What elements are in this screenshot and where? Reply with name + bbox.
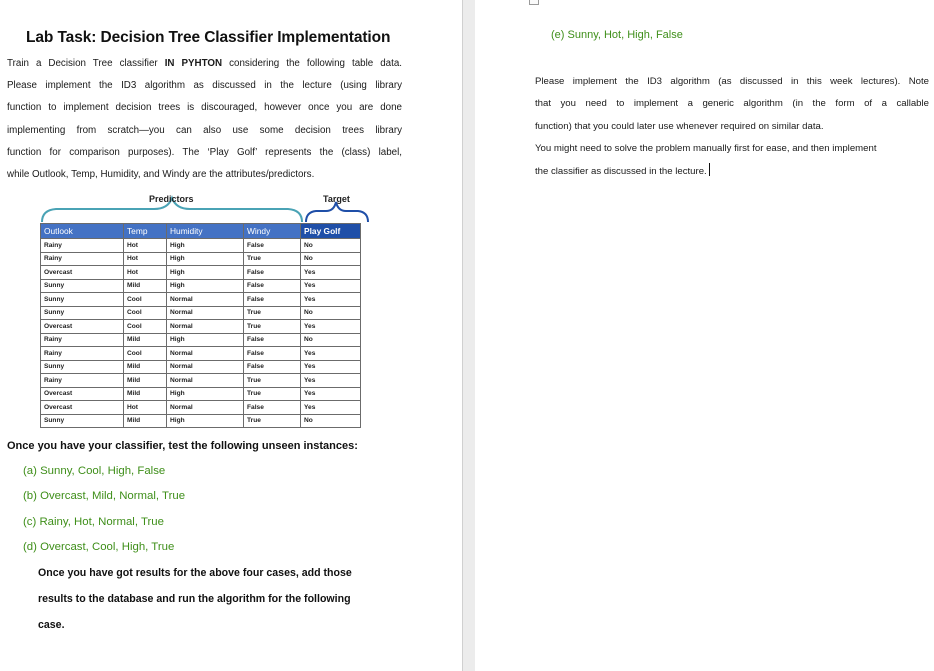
- cell-temp: Mild: [124, 360, 167, 374]
- cell-play-golf: Yes: [301, 374, 361, 388]
- cell-windy: False: [244, 360, 301, 374]
- table-row: [41, 401, 361, 415]
- table-row: [41, 293, 361, 307]
- python-emphasis: IN PYHTON: [164, 58, 223, 69]
- notes-line-3: function) that you could later use whenever required on similar data.: [535, 120, 824, 132]
- test-case-e: (e) Sunny, Hot, High, False: [551, 29, 683, 41]
- cell-play-golf: Yes: [301, 401, 361, 415]
- cell-play-golf: Yes: [301, 279, 361, 293]
- cell-humidity: High: [167, 266, 244, 280]
- play-golf-table: [40, 223, 361, 428]
- followup-line-2: results to the database and run the algorithm for the following: [38, 592, 351, 605]
- target-label: Target: [323, 194, 350, 204]
- cell-windy: False: [244, 293, 301, 307]
- followup-instructions: [38, 561, 408, 638]
- cell-temp: Mild: [124, 414, 167, 428]
- cell-play-golf: Yes: [301, 347, 361, 361]
- cell-outlook: Sunny: [41, 414, 124, 428]
- table-header-row: [41, 224, 361, 239]
- cell-windy: False: [244, 333, 301, 347]
- cell-humidity: High: [167, 414, 244, 428]
- table-row: [41, 252, 361, 266]
- cell-temp: Mild: [124, 374, 167, 388]
- cell-temp: Hot: [124, 252, 167, 266]
- test-case-c: (c) Rainy, Hot, Normal, True: [23, 516, 164, 528]
- cell-windy: True: [244, 387, 301, 401]
- cell-windy: True: [244, 374, 301, 388]
- cell-humidity: High: [167, 387, 244, 401]
- cell-outlook: Rainy: [41, 374, 124, 388]
- header-temp: Temp: [124, 224, 167, 239]
- cell-outlook: Rainy: [41, 252, 124, 266]
- cell-humidity: Normal: [167, 320, 244, 334]
- cell-outlook: Sunny: [41, 306, 124, 320]
- intro-line-3: function to implement decision trees is discouraged, however once you are done: [7, 102, 402, 114]
- header-humidity: Humidity: [167, 224, 244, 239]
- cell-temp: Hot: [124, 266, 167, 280]
- cell-humidity: Normal: [167, 293, 244, 307]
- intro-line-6: while Outlook, Temp, Humidity, and Windy are the attributes/predictors.: [7, 169, 315, 181]
- cell-windy: False: [244, 266, 301, 280]
- cell-play-golf: No: [301, 252, 361, 266]
- cell-humidity: High: [167, 239, 244, 253]
- text-cursor: [709, 163, 710, 176]
- header-windy: Windy: [244, 224, 301, 239]
- cell-humidity: Normal: [167, 401, 244, 415]
- cell-humidity: Normal: [167, 306, 244, 320]
- cell-humidity: High: [167, 252, 244, 266]
- cell-play-golf: No: [301, 239, 361, 253]
- table-row: [41, 320, 361, 334]
- test-case-d: (d) Overcast, Cool, High, True: [23, 541, 175, 553]
- cell-outlook: Overcast: [41, 320, 124, 334]
- cell-play-golf: No: [301, 333, 361, 347]
- cell-temp: Hot: [124, 239, 167, 253]
- intro-paragraph: [7, 53, 402, 186]
- cell-outlook: Sunny: [41, 360, 124, 374]
- cell-play-golf: Yes: [301, 360, 361, 374]
- cell-windy: False: [244, 239, 301, 253]
- cell-play-golf: Yes: [301, 320, 361, 334]
- notes-line-1: Please implement the ID3 algorithm (as discussed in this week lectures). Note: [535, 76, 929, 87]
- cell-windy: False: [244, 347, 301, 361]
- notes-line-5[interactable]: [535, 161, 929, 183]
- cell-outlook: Sunny: [41, 293, 124, 307]
- cell-windy: False: [244, 401, 301, 415]
- cell-outlook: Rainy: [41, 333, 124, 347]
- cell-play-golf: No: [301, 306, 361, 320]
- implementation-notes: [535, 71, 929, 183]
- test-case-b: (b) Overcast, Mild, Normal, True: [23, 490, 186, 502]
- cell-windy: False: [244, 279, 301, 293]
- table-row: [41, 239, 361, 253]
- cell-humidity: Normal: [167, 347, 244, 361]
- cell-temp: Hot: [124, 401, 167, 415]
- test-case-a: (a) Sunny, Cool, High, False: [23, 465, 166, 477]
- table-row: [41, 306, 361, 320]
- cell-temp: Mild: [124, 387, 167, 401]
- header-play-golf: Play Golf: [301, 224, 361, 239]
- cell-humidity: High: [167, 333, 244, 347]
- cell-play-golf: No: [301, 414, 361, 428]
- cell-temp: Cool: [124, 320, 167, 334]
- table-row: [41, 347, 361, 361]
- table-row: [41, 360, 361, 374]
- page-corner-marker: [529, 0, 539, 5]
- table-row: [41, 374, 361, 388]
- table-row: [41, 279, 361, 293]
- target-brace: [306, 202, 368, 222]
- cell-humidity: High: [167, 279, 244, 293]
- cell-temp: Mild: [124, 279, 167, 293]
- cell-play-golf: Yes: [301, 293, 361, 307]
- followup-line-1: Once you have got results for the above four cases, add those: [38, 567, 352, 579]
- intro-line-2: Please implement the ID3 algorithm as discussed in the lecture (using library: [7, 80, 402, 92]
- table-row: [41, 414, 361, 428]
- cell-humidity: Normal: [167, 374, 244, 388]
- page-gutter: [462, 0, 476, 671]
- cell-outlook: Overcast: [41, 387, 124, 401]
- cell-temp: Mild: [124, 333, 167, 347]
- cell-outlook: Rainy: [41, 347, 124, 361]
- cell-outlook: Overcast: [41, 401, 124, 415]
- cell-temp: Cool: [124, 293, 167, 307]
- notes-line-2: that you need to implement a generic algorithm (in the form of a callable: [535, 98, 929, 110]
- intro-line-5: function for comparison purposes). The ‘Play Golf’ represents the (class) label,: [7, 146, 402, 158]
- cell-temp: Cool: [124, 347, 167, 361]
- notes-line-5-text: the classifier as discussed in the lecture.: [535, 165, 707, 177]
- cell-outlook: Overcast: [41, 266, 124, 280]
- test-instances-heading: Once you have your classifier, test the following unseen instances:: [7, 440, 358, 452]
- notes-line-4: You might need to solve the problem manually first for ease, and then implement: [535, 143, 877, 155]
- cell-outlook: Rainy: [41, 239, 124, 253]
- predictors-label: Predictors: [149, 194, 194, 204]
- cell-play-golf: Yes: [301, 266, 361, 280]
- table-row: [41, 266, 361, 280]
- document-title: Lab Task: Decision Tree Classifier Implementation: [26, 29, 391, 46]
- followup-line-3: case.: [38, 618, 65, 631]
- cell-outlook: Sunny: [41, 279, 124, 293]
- cell-windy: True: [244, 414, 301, 428]
- cell-windy: True: [244, 252, 301, 266]
- cell-temp: Cool: [124, 306, 167, 320]
- table-row: [41, 333, 361, 347]
- intro-line-1: Train a Decision Tree classifier IN PYHTON considering the following table data.: [7, 58, 403, 69]
- intro-line-4: implementing from scratch—you can also use some decision trees library: [7, 124, 402, 136]
- cell-play-golf: Yes: [301, 387, 361, 401]
- header-outlook: Outlook: [41, 224, 124, 239]
- cell-windy: True: [244, 306, 301, 320]
- cell-windy: True: [244, 320, 301, 334]
- table-row: [41, 387, 361, 401]
- cell-humidity: Normal: [167, 360, 244, 374]
